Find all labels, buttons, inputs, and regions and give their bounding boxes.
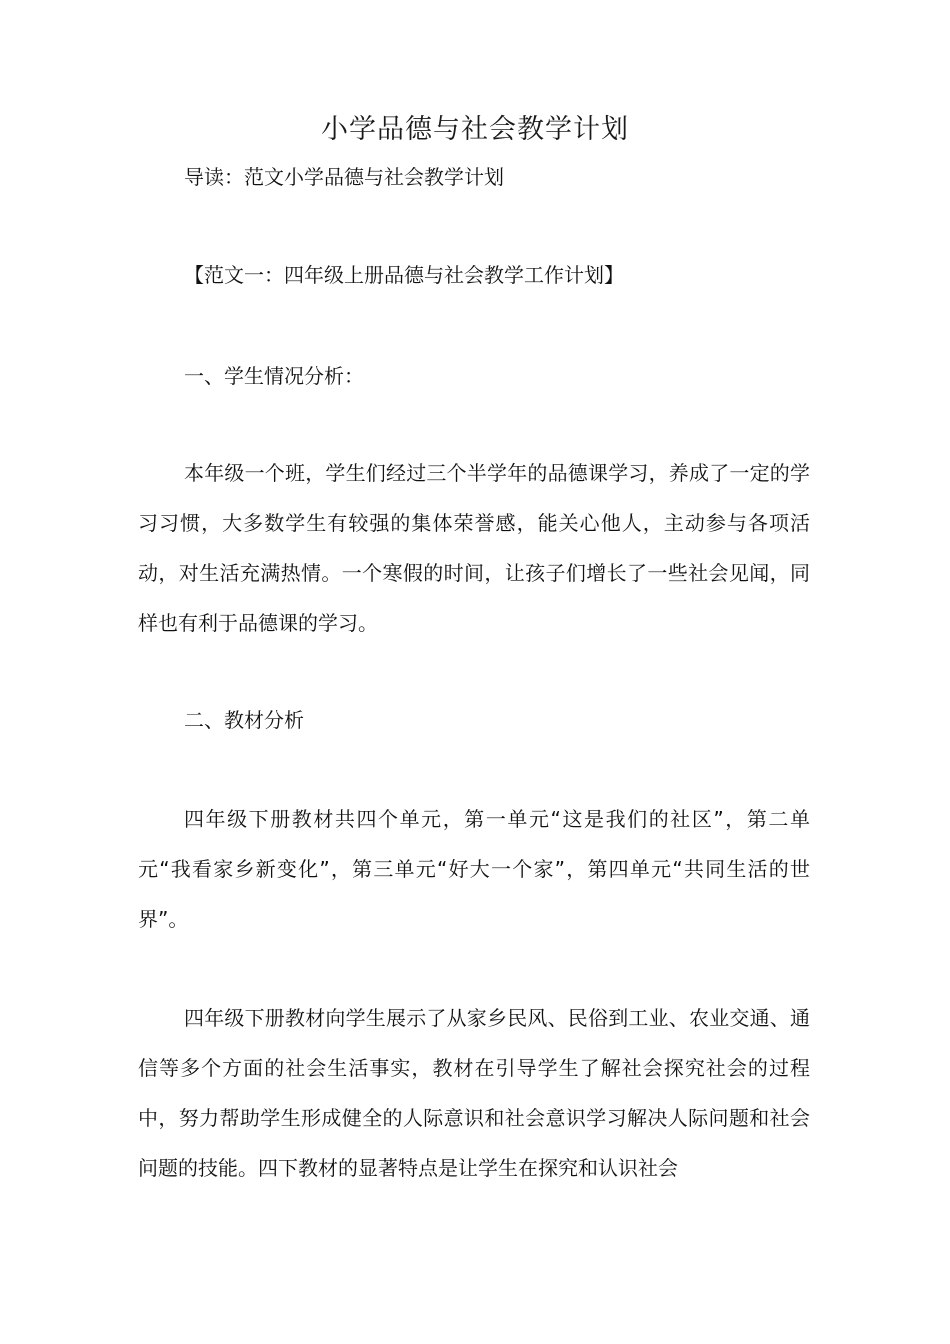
paragraph-textbook-content: 四年级下册教材向学生展示了从家乡民风、民俗到工业、农业交通、通信等多个方面的社会生活事实，教材在引导学生了解社会探究社会的过程中，努力帮助学生形成健全的人际意识和社会意识学习解决人际问题和社会问题的技能。四下教材的显著特点是让学生在探究和认识社会 [138,1006,810,1180]
heading-student-analysis: 一、学生情况分析： [184,364,364,388]
heading-textbook-analysis: 二、教材分析 [184,708,304,732]
paragraph-textbook-units: 四年级下册教材共四个单元，第一单元“这是我们的社区”，第二单元“我看家乡新变化”，第三单元“好大一个家”，第四单元“共同生活的世界”。 [138,807,810,931]
paragraph-student-analysis: 本年级一个班，学生们经过三个半学年的品德课学习，养成了一定的学习习惯，大多数学生有较强的集体荣誉感，能关心他人，主动参与各项活动，对生活充满热情。一个寒假的时间，让孩子们增长了一些社会见闻，同样也有利于品德课的学习。 [138,461,810,635]
section-title: 【范文一：四年级上册品德与社会教学工作计划】 [184,263,624,287]
intro-line: 导读：范文小学品德与社会教学计划 [184,165,504,189]
document-title: 小学品德与社会教学计划 [321,114,629,145]
